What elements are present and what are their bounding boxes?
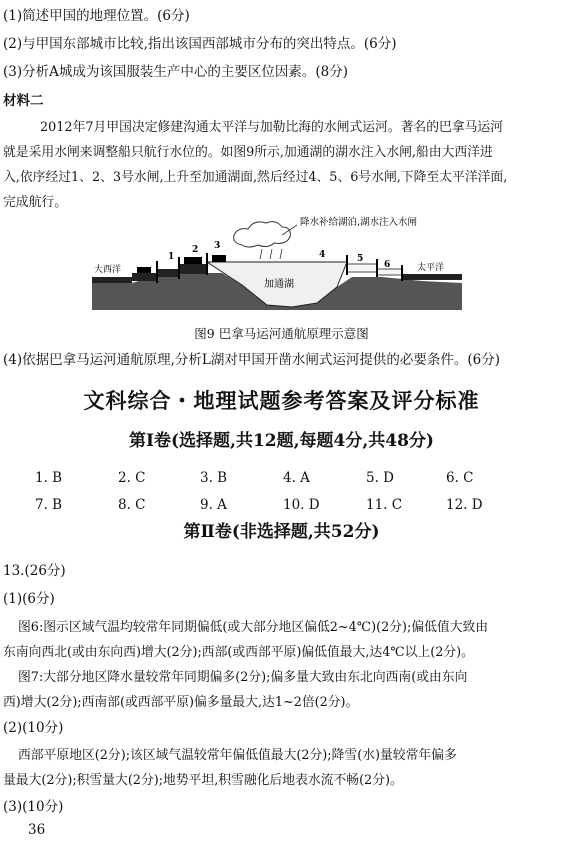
question-2: (2)与甲国东部城市比较,指出该国西部城市分布的突出特点。(6分)	[3, 36, 397, 52]
question-1: (1)简述甲国的地理位置。(6分)	[3, 8, 190, 24]
answer-3: 3. B	[200, 470, 228, 486]
lock-5-label: 5	[357, 254, 364, 264]
sub2-label: (2)(10分)	[3, 720, 64, 736]
sub3-label: (3)(10分)	[3, 799, 64, 815]
material-line-4: 完成航行。	[3, 195, 67, 210]
material-line-3: 入,依序经过1、2、3号水闸,上升至加通湖面,然后经过4、5、6号水闸,下降至太平洋洋面,	[3, 170, 508, 185]
section-2-title: 第Ⅱ卷(非选择题,共52分)	[183, 522, 380, 542]
lock-1-label: 1	[168, 252, 175, 262]
question-3: (3)分析A城成为该国服装生产中心的主要区位因素。(8分)	[3, 64, 348, 80]
material-line-1: 2012年7月甲国决定修建沟通太平洋与加勒比海的水闸式运河。著名的巴拿马运河	[40, 120, 504, 135]
material-line-2: 就是采用水闸来调整船只航行水位的。如图9所示,加通湖的湖水注入水闸,船由大西洋进	[3, 145, 493, 160]
lock-2-label: 2	[192, 245, 199, 255]
figure-caption: 图9 巴拿马运河通航原理示意图	[194, 326, 369, 341]
lake-label: 加通湖	[264, 279, 294, 290]
sub1-line-4: 西)增大(2分);西南部(或西部平原)偏多量最大,达1~2倍(2分)。	[3, 695, 359, 710]
lock-6-label: 6	[384, 260, 391, 270]
answer-8: 8. C	[118, 497, 146, 513]
answer-2: 2. C	[118, 470, 146, 486]
sub1-line-1: 图6:图示区域气温均较常年同期偏低(或大部分地区偏低2~4℃)(2分);偏低值大致由	[18, 620, 489, 635]
q13-label: 13.(26分)	[3, 563, 66, 579]
answer-11: 11. C	[366, 497, 403, 513]
atlantic-label: 大西洋	[94, 265, 122, 275]
answer-5: 5. D	[366, 470, 394, 486]
section-1-title: 第Ⅰ卷(选择题,共12题,每题4分,共48分)	[129, 431, 434, 451]
answer-12: 12. D	[446, 497, 483, 513]
sub2-line-2: 量最大(2分);积雪量大(2分);地势平坦,积雪融化后地表水流不畅(2分)。	[3, 773, 403, 788]
sub1-label: (1)(6分)	[3, 591, 55, 607]
answer-1: 1. B	[35, 470, 63, 486]
sub1-line-3: 图7:大部分地区降水量较常年同期偏多(2分);偏多量大致由东北向西南(或由东向	[18, 670, 468, 685]
cloud-icon	[234, 222, 291, 247]
page-number: 36	[28, 822, 46, 838]
answer-6: 6. C	[446, 470, 474, 486]
answer-4: 4. A	[283, 470, 310, 486]
lock-4-label: 4	[319, 250, 326, 260]
sub1-line-2: 东南向西北(或由东向西)增大(2分);西部(或西部平原)偏低值最大,达4℃以上(2分)。	[3, 645, 474, 660]
material-heading: 材料二	[3, 93, 44, 109]
lock-3-label: 3	[214, 241, 221, 251]
answer-title: 文科综合・地理试题参考答案及评分标准	[83, 388, 480, 413]
answer-10: 10. D	[283, 497, 320, 513]
answer-9: 9. A	[200, 497, 227, 513]
sub2-line-1: 西部平原地区(2分);该区域气温较常年偏低值最大(2分);降雪(水)量较常年偏多	[18, 748, 457, 763]
pacific-label: 太平洋	[417, 263, 445, 273]
answer-7: 7. B	[35, 497, 63, 513]
panama-canal-diagram	[92, 215, 472, 320]
figure-note: 降水补给湖泊,湖水注入水闸	[300, 217, 418, 228]
question-4: (4)依据巴拿马运河通航原理,分析L湖对甲国开凿水闸式运河提供的必要条件。(6分)	[3, 352, 501, 368]
